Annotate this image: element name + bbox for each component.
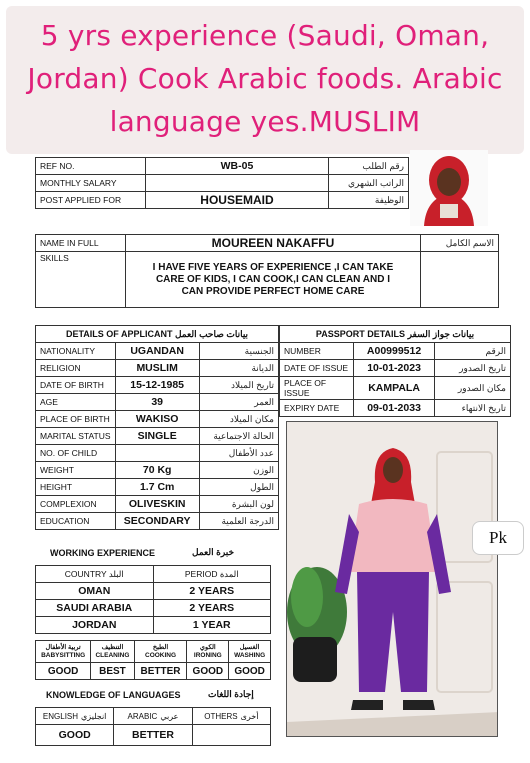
passport-row-label-ar: تاريخ الانتهاء — [435, 400, 511, 417]
passport-title-ar: بيانات جواز السفر — [407, 328, 475, 339]
languages-label-row — [36, 708, 271, 725]
applicant-row-value: 39 — [115, 394, 199, 411]
language-label: ARABIC — [127, 711, 158, 721]
salary-label: MONTHLY SALARY — [36, 175, 146, 192]
experience-rows — [36, 583, 271, 634]
skill-value: BETTER — [134, 663, 187, 680]
experience-period: 1 YEAR — [153, 617, 270, 634]
languages-table — [35, 707, 271, 746]
languages-title: KNOWLEDGE OF LANGUAGES — [46, 690, 181, 700]
skill-label-ar: التنظيف — [101, 643, 124, 651]
salary-label-ar: الراتب الشهري — [329, 175, 409, 192]
skill-value: GOOD — [36, 663, 91, 680]
applicant-rows — [36, 343, 279, 530]
portrait-photo — [410, 150, 488, 226]
skill-label-cell — [187, 641, 229, 663]
languages-value-row — [36, 725, 271, 746]
skill-value: GOOD — [229, 663, 271, 680]
top-info-table — [35, 157, 409, 209]
applicant-row-value — [115, 445, 199, 462]
passport-row-label: EXPIRY DATE — [280, 400, 354, 417]
skill-label-cell — [229, 641, 271, 663]
languages-grid — [36, 708, 271, 746]
applicant-header — [36, 326, 279, 343]
applicant-title-ar: بيانات صاحب العمل — [174, 328, 249, 339]
post-label: POST APPLIED FOR — [36, 192, 146, 209]
applicant-row-label-ar: عدد الأطفال — [199, 445, 278, 462]
col-period-label: PERIOD — [184, 568, 218, 579]
name-value: MOUREEN NAKAFFU — [125, 235, 420, 252]
passport-header — [280, 326, 511, 343]
applicant-row — [36, 445, 279, 462]
passport-row-label-ar: مكان الصدور — [435, 377, 511, 400]
ref-value: WB-05 — [145, 158, 329, 175]
applicant-row-label-ar: الدرجة العلمية — [199, 513, 278, 530]
post-label-ar: الوظيفة — [329, 192, 409, 209]
skill-label: WASHING — [234, 651, 266, 659]
applicant-row-value: SECONDARY — [115, 513, 199, 530]
passport-row-label-ar: الرقم — [435, 343, 511, 360]
language-value: GOOD — [36, 725, 114, 746]
language-label-ar: أخرى — [240, 711, 259, 721]
applicant-row — [36, 360, 279, 377]
passport-row — [280, 343, 511, 360]
experience-period: 2 YEARS — [153, 583, 270, 600]
skill-label-cell — [36, 641, 91, 663]
skill-label: IRONING — [193, 651, 222, 659]
skill-label-cell — [91, 641, 134, 663]
applicant-row-value: WAKISO — [115, 411, 199, 428]
skill-label-ar: الطبخ — [152, 643, 169, 651]
passport-row-label: PLACE OF ISSUE — [280, 377, 354, 400]
experience-col-country — [36, 566, 154, 583]
applicant-row-label-ar: الوزن — [199, 462, 278, 479]
skill-label-ar: الغسيل — [239, 643, 260, 651]
experience-title: WORKING EXPERIENCE — [50, 548, 156, 558]
experience-table — [35, 565, 271, 634]
applicant-row — [36, 394, 279, 411]
experience-col-period — [153, 566, 270, 583]
experience-title-ar: خبرة العمل — [192, 547, 235, 557]
skills-grid-value-row — [36, 663, 271, 680]
experience-header-row — [36, 566, 271, 583]
applicant-details-table — [35, 325, 279, 530]
applicant-header-row — [36, 326, 279, 343]
applicant-row-label: PLACE OF BIRTH — [36, 411, 116, 428]
salary-value — [145, 175, 329, 192]
experience-country: JORDAN — [36, 617, 154, 634]
skills-label: SKILLS — [36, 252, 126, 308]
handwritten-note: Pk — [472, 521, 524, 555]
language-label-cell — [192, 708, 270, 725]
language-label-ar: عربي — [160, 711, 179, 721]
post-row — [36, 192, 409, 209]
skills-grid-label-row — [36, 641, 271, 663]
applicant-row-label-ar: الجنسية — [199, 343, 278, 360]
applicant-row-label: MARITAL STATUS — [36, 428, 116, 445]
applicant-row-label-ar: العمر — [199, 394, 278, 411]
applicant-row — [36, 411, 279, 428]
applicant-row-label-ar: لون البشرة — [199, 496, 278, 513]
skills-row — [36, 252, 499, 308]
applicant-row-label-ar: مكان الميلاد — [199, 411, 278, 428]
applicant-row-value: 1.7 Cm — [115, 479, 199, 496]
applicant-row-value: UGANDAN — [115, 343, 199, 360]
name-label: NAME IN FULL — [36, 235, 126, 252]
applicant-row-label: NATIONALITY — [36, 343, 116, 360]
language-label-cell — [114, 708, 192, 725]
experience-country: OMAN — [36, 583, 154, 600]
col-country-label: COUNTRY — [64, 568, 107, 579]
applicant-row-label: NO. OF CHILD — [36, 445, 116, 462]
passport-row-label: NUMBER — [280, 343, 354, 360]
applicant-row-value: MUSLIM — [115, 360, 199, 377]
passport-rows — [280, 343, 511, 417]
applicant-title: DETAILS OF APPLICANT — [65, 328, 173, 339]
skill-label: BABYSITTING — [41, 651, 86, 659]
applicant-row-label: HEIGHT — [36, 479, 116, 496]
applicant-row-value: 70 Kg — [115, 462, 199, 479]
passport-row-value: KAMPALA — [353, 377, 435, 400]
experience-period: 2 YEARS — [153, 600, 270, 617]
language-label-ar: انجليزي — [81, 711, 107, 721]
name-row — [36, 235, 499, 252]
applicant-row-value: SINGLE — [115, 428, 199, 445]
applicant-row — [36, 428, 279, 445]
applicant-row-label: DATE OF BIRTH — [36, 377, 116, 394]
skill-label-cell — [134, 641, 187, 663]
name-skills-table — [35, 234, 499, 308]
applicant-row — [36, 343, 279, 360]
passport-row — [280, 360, 511, 377]
full-body-photo — [286, 421, 498, 737]
applicant-row-label: COMPLEXION — [36, 496, 116, 513]
applicant-row-label-ar: الديانة — [199, 360, 278, 377]
passport-row-value: 10-01-2023 — [353, 360, 435, 377]
applicant-row — [36, 377, 279, 394]
experience-row — [36, 583, 271, 600]
skill-label: CLEANING — [95, 651, 130, 659]
language-label: OTHERS — [204, 711, 238, 721]
language-label: ENGLISH — [42, 711, 79, 721]
applicant-row — [36, 462, 279, 479]
applicant-row — [36, 496, 279, 513]
experience-row — [36, 600, 271, 617]
language-value: BETTER — [114, 725, 192, 746]
col-period-label-ar: المدة — [219, 568, 239, 579]
skills-grid — [36, 641, 271, 680]
skill-value: BEST — [91, 663, 134, 680]
applicant-row-value: 15-12-1985 — [115, 377, 199, 394]
languages-title-ar: إجادة اللغات — [208, 689, 254, 699]
language-value — [192, 725, 270, 746]
skill-label-ar: تربية الأطفال — [45, 643, 81, 651]
name-label-ar: الاسم الكامل — [421, 235, 499, 252]
passport-row-label: DATE OF ISSUE — [280, 360, 354, 377]
passport-title: PASSPORT DETAILS — [315, 328, 406, 339]
skills-grid-table — [35, 640, 271, 680]
applicant-row-label: EDUCATION — [36, 513, 116, 530]
applicant-row-label: RELIGION — [36, 360, 116, 377]
passport-header-row — [280, 326, 511, 343]
passport-details-table — [279, 325, 511, 417]
headline-text: 5 yrs experience (Saudi, Oman, Jordan) Cook Arabic foods. Arabic language yes.MUSLIM — [27, 19, 503, 138]
applicant-row-label-ar: الحالة الاجتماعية — [199, 428, 278, 445]
passport-row-label-ar: تاريخ الصدور — [435, 360, 511, 377]
passport-row-value: 09-01-2033 — [353, 400, 435, 417]
ref-label: REF NO. — [36, 158, 146, 175]
applicant-row-label: WEIGHT — [36, 462, 116, 479]
ref-label-ar: رقم الطلب — [329, 158, 409, 175]
applicant-row — [36, 513, 279, 530]
skill-value: GOOD — [187, 663, 229, 680]
applicant-row-label-ar: الطول — [199, 479, 278, 496]
skill-label: COOKING — [145, 651, 177, 659]
passport-row — [280, 400, 511, 417]
salary-row — [36, 175, 409, 192]
applicant-row-value: OLIVESKIN — [115, 496, 199, 513]
skill-label-ar: الكوي — [199, 643, 216, 651]
language-label-cell — [36, 708, 114, 725]
experience-row — [36, 617, 271, 634]
col-country-label-ar: البلد — [108, 568, 124, 579]
applicant-row — [36, 479, 279, 496]
applicant-row-label: AGE — [36, 394, 116, 411]
applicant-row-label-ar: تاريخ الميلاد — [199, 377, 278, 394]
skills-value: I HAVE FIVE YEARS OF EXPERIENCE ,I CAN TAKE CARE OF KIDS, I CAN COOK,I CAN CLEAN AND I CAN PROVIDE PERFECT HOME CARE — [125, 252, 420, 308]
post-value: HOUSEMAID — [145, 192, 329, 209]
passport-row-value: A00999512 — [353, 343, 435, 360]
experience-country: SAUDI ARABIA — [36, 600, 154, 617]
ref-row — [36, 158, 409, 175]
passport-row — [280, 377, 511, 400]
skills-empty-cell — [421, 252, 499, 308]
